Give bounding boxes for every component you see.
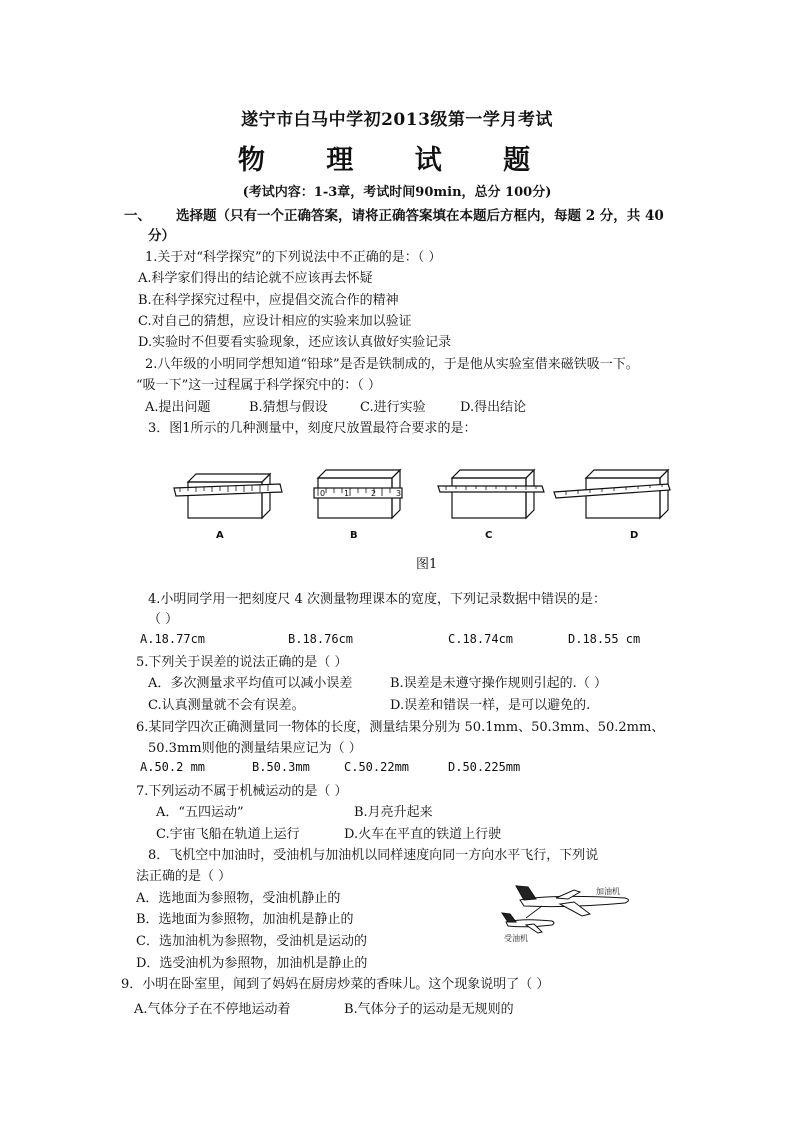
q9-option-b: B.气体分子的运动是无规则的 xyxy=(344,1002,514,1017)
q4-option-c: C.18.74cm xyxy=(448,632,514,646)
q4-option-d: D.18.55 cm xyxy=(568,632,641,646)
q8-option-b: B．选地面为参照物，加油机是静止的 xyxy=(136,912,354,927)
section-number: 一、 xyxy=(124,208,151,224)
q5-option-a: A．多次测量求平均值可以减小误差 xyxy=(148,676,353,691)
ruler-b-tick-3: 3 xyxy=(396,489,402,498)
figure-1d-ruler-block xyxy=(554,470,670,518)
q2-option-c: C.进行实验 xyxy=(360,400,426,415)
figure-1-label-d: D xyxy=(630,530,639,541)
q5-option-b: B.误差是未遵守操作规则引起的.（ ） xyxy=(390,676,607,691)
q2-option-b: B.猜想与假设 xyxy=(249,400,328,415)
ruler-b-tick-0: 0 xyxy=(320,489,326,498)
q1-option-b: B.在科学探究过程中，应提倡交流合作的精神 xyxy=(138,293,399,308)
figure-1-rulers xyxy=(170,462,690,547)
ruler-b-tick-1: 1 xyxy=(344,489,350,498)
q7-option-c: C.宇宙飞船在轨道上运行 xyxy=(156,827,300,842)
q1-option-a: A.科学家们得出的结论就不应该再去怀疑 xyxy=(138,271,373,286)
q7-option-a: A．“五四运动” xyxy=(156,805,244,820)
q6-stem-line2: 50.3mm则他的测量结果应记为（ ） xyxy=(148,741,362,756)
figure-1c-ruler-block xyxy=(438,470,544,518)
q1-option-c: C.对自己的猜想，应设计相应的实验来加以验证 xyxy=(138,314,412,329)
figure-1-label-a: A xyxy=(216,530,224,541)
q4-option-b: B.18.76cm xyxy=(288,632,354,646)
q5-option-c: C.认真测量就不会有误差。 xyxy=(148,698,305,713)
q4-option-a: A.18.77cm xyxy=(140,632,206,646)
figure-1-label-c: C xyxy=(485,530,493,541)
q6-option-a: A.50.2 mm xyxy=(140,760,206,774)
q6-option-d: D.50.225mm xyxy=(448,760,521,774)
q8-stem-line2: 法正确的是（ ） xyxy=(136,869,232,884)
section-heading-cont: 分） xyxy=(148,228,175,244)
figure-1-caption: 图1 xyxy=(416,557,438,572)
q2-option-d: D.得出结论 xyxy=(460,400,527,415)
exam-school-title: 遂宁市白马中学初2013级第一学月考试 xyxy=(241,110,553,130)
q2-stem-line1: 2.八年级的小明同学想知道“铅球”是否是铁制成的，于是他从实验室借来磁铁吸一下。 xyxy=(145,357,639,372)
receiver-label: 受油机 xyxy=(504,934,528,943)
q1-stem: 1.关于对“科学探究”的下列说法中不正确的是：（ ） xyxy=(145,250,442,265)
subject-title: 物 理 试 题 xyxy=(237,145,557,176)
q8-option-a: A．选地面为参照物，受油机静止的 xyxy=(136,891,341,906)
section-heading: 选择题（只有一个正确答案，请将正确答案填在本题后方框内，每题 2 分，共 40 xyxy=(176,208,664,224)
q7-option-d: D.火车在平直的铁道上行驶 xyxy=(344,827,502,842)
exam-info: (考试内容：1-3章，考试时间90min，总分 100分) xyxy=(242,185,552,200)
refueling-aircraft-figure xyxy=(490,878,640,946)
tanker-label: 加油机 xyxy=(596,887,620,896)
q4-stem-line1: 4.小明同学用一把刻度尺 4 次测量物理课本的宽度，下列记录数据中错误的是： xyxy=(148,592,606,607)
q8-option-d: D．选受油机为参照物，加油机是静止的 xyxy=(136,956,368,971)
figure-1-label-b: B xyxy=(350,530,358,541)
q8-option-c: C．选加油机为参照物，受油机是运动的 xyxy=(136,934,367,949)
q2-option-a: A.提出问题 xyxy=(145,400,211,415)
q1-option-d: D.实验时不但要看实验现象，还应该认真做好实验记录 xyxy=(138,335,452,350)
q5-option-d: D.误差和错误一样，是可以避免的. xyxy=(390,698,591,713)
figure-1b-ruler-block xyxy=(314,470,402,518)
q9-option-a: A.气体分子在不停地运动着 xyxy=(134,1002,291,1017)
q9-stem: 9．小明在卧室里，闻到了妈妈在厨房炒菜的香味儿。这个现象说明了（ ） xyxy=(121,977,550,992)
q6-option-b: B.50.3mm xyxy=(252,760,310,774)
q6-stem-line1: 6.某同学四次正确测量同一物体的长度，测量结果分别为 50.1mm、50.3mm、50.2mm、 xyxy=(136,720,665,735)
q4-stem-line2: （ ） xyxy=(148,612,179,627)
q8-stem-line1: 8．飞机空中加油时，受油机与加油机以同样速度向同一方向水平飞行，下列说 xyxy=(148,848,599,863)
ruler-b-tick-2: 2 xyxy=(371,489,377,498)
q5-stem: 5.下列关于误差的说法正确的是（ ） xyxy=(136,655,348,670)
figure-1a-ruler-block xyxy=(174,474,282,518)
q3-stem: 3．图1所示的几种测量中，刻度尺放置最符合要求的是： xyxy=(148,421,477,436)
q7-option-b: B.月亮升起来 xyxy=(354,805,433,820)
q6-option-c: C.50.22mm xyxy=(344,760,410,774)
q7-stem: 7.下列运动不属于机械运动的是（ ） xyxy=(136,784,348,799)
q2-stem-line2: “吸一下”这一过程属于科学探究中的：（ ） xyxy=(136,378,381,393)
